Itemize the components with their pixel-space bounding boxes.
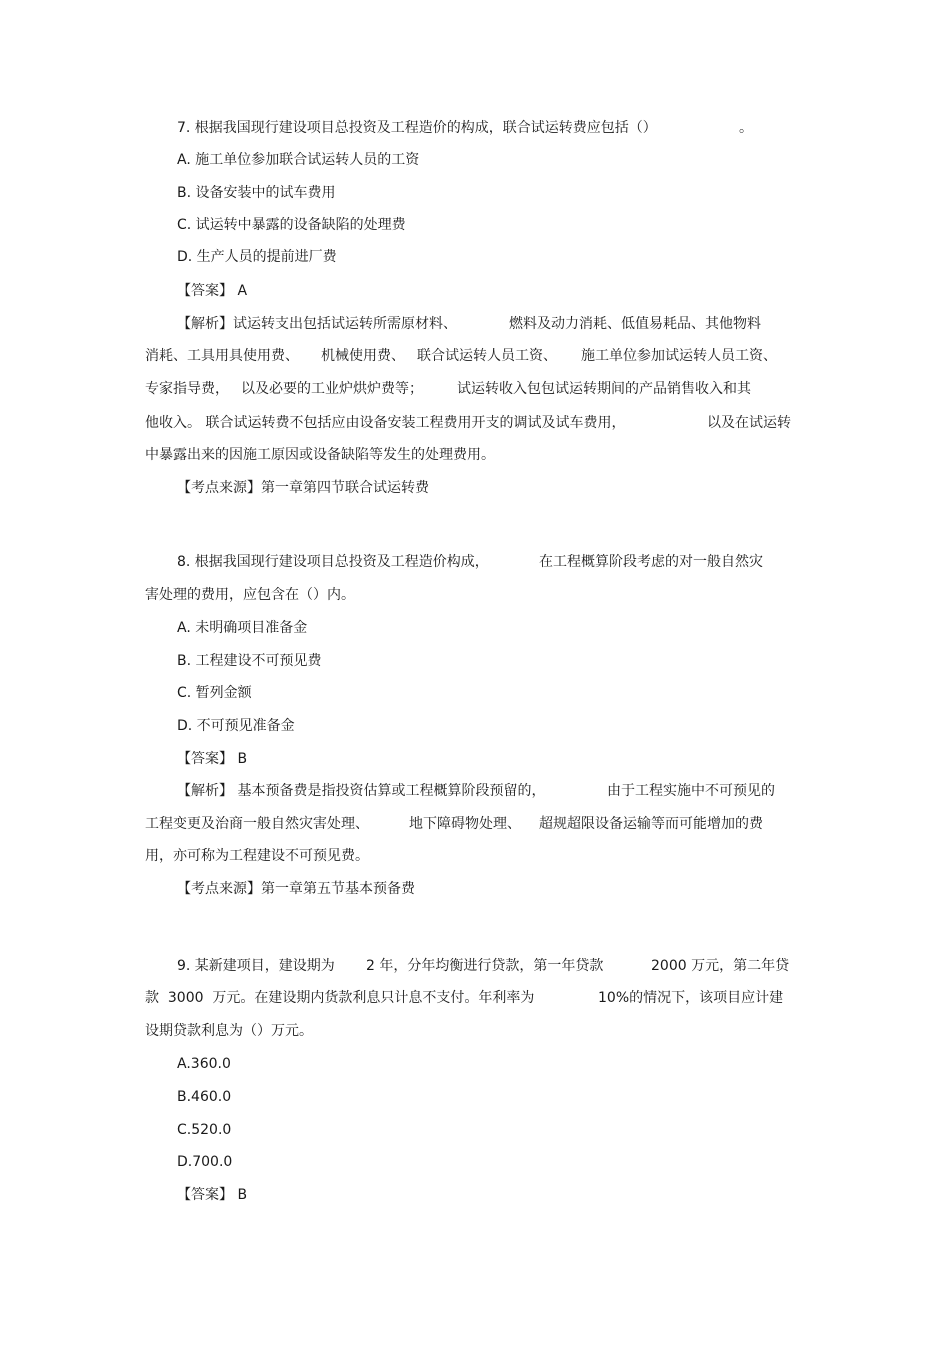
q7-analysis-3b: 以及必要的工业炉烘炉费等； (241, 381, 423, 397)
q8-question-1a: 8. 根据我国现行建设项目总投资及工程造价构成， (177, 554, 489, 570)
q8-source: 【考点来源】第一章第五节基本预备费 (177, 881, 415, 897)
q8-analysis-1b: 由于工程实施中不可预见的 (607, 783, 775, 799)
q9-question-3: 设期贷款利息为（）万元。 (145, 1023, 313, 1039)
q7-analysis-3c: 试运转收入包包试运转期间的产品销售收入和其 (457, 381, 751, 397)
q8-option-c: C. 暂列金额 (177, 685, 252, 701)
q8-question-2: 害处理的费用，应包含在（）内。 (145, 587, 355, 603)
q8-analysis-3: 用，亦可称为工程建设不可预见费。 (145, 848, 369, 864)
q7-option-b: B. 设备安装中的试车费用 (177, 185, 336, 201)
q8-option-b: B. 工程建设不可预见费 (177, 653, 322, 669)
q7-option-a: A. 施工单位参加联合试运转人员的工资 (177, 152, 420, 168)
q8-analysis-1a: 【解析】 基本预备费是指投资估算或工程概算阶段预留的， (177, 783, 546, 799)
q9-answer: 【答案】 B (177, 1187, 248, 1203)
q9-question-2a: 款 3000 万元。在建设期内货款利息只计息不支付。年利率为 (145, 990, 535, 1006)
q7-analysis-1a: 【解析】试运转支出包括试运转所需原材料、 (177, 316, 457, 332)
q8-analysis-2a: 工程变更及治商一般自然灾害处理、 (145, 816, 369, 832)
q9-question-1b: 2 年，分年均衡进行贷款，第一年贷款 (366, 958, 604, 974)
q8-analysis-2b: 地下障碍物处理、 (409, 816, 521, 832)
q9-question-2b: 10%的情况下，该项目应计建 (598, 990, 784, 1006)
q7-option-d: D. 生产人员的提前进厂费 (177, 249, 337, 265)
q9-option-b: B.460.0 (177, 1089, 232, 1105)
q7-analysis-4b: 以及在试运转 (707, 415, 791, 431)
q9-option-c: C.520.0 (177, 1122, 232, 1138)
q7-analysis-2b: 机械使用费、 (321, 348, 405, 364)
q7-source: 【考点来源】第一章第四节联合试运转费 (177, 480, 429, 496)
q7-option-c: C. 试运转中暴露的设备缺陷的处理费 (177, 217, 406, 233)
q7-analysis-2d: 施工单位参加试运转人员工资、 (581, 348, 777, 364)
q9-question-1c: 2000 万元，第二年贷 (651, 958, 790, 974)
q8-option-a: A. 未明确项目准备金 (177, 620, 308, 636)
q8-option-d: D. 不可预见准备金 (177, 718, 295, 734)
q9-question-1a: 9. 某新建项目，建设期为 (177, 958, 335, 974)
q7-analysis-1b: 燃料及动力消耗、低值易耗品、其他物料 (509, 316, 761, 332)
q7-analysis-2c: 联合试运转人员工资、 (417, 348, 557, 364)
q7-answer: 【答案】 A (177, 283, 248, 299)
q7-question: 7. 根据我国现行建设项目总投资及工程造价的构成，联合试运转费应包括（） (177, 120, 657, 136)
q9-option-d: D.700.0 (177, 1154, 233, 1170)
q7-analysis-3a: 专家指导费， (145, 381, 229, 397)
q7-analysis-4a: 他收入。 联合试运转费不包括应由设备安装工程费用开支的调试及试车费用， (145, 415, 626, 431)
q7-analysis-5: 中暴露出来的因施工原因或设备缺陷等发生的处理费用。 (145, 447, 495, 463)
q8-answer: 【答案】 B (177, 751, 248, 767)
q8-analysis-2c: 超规超限设备运输等而可能增加的费 (539, 816, 763, 832)
q8-question-1b: 在工程概算阶段考虑的对一般自然灾 (539, 554, 763, 570)
q9-option-a: A.360.0 (177, 1056, 231, 1072)
q7-analysis-2a: 消耗、工具用具使用费、 (145, 348, 299, 364)
q7-question-end: 。 (739, 120, 753, 136)
